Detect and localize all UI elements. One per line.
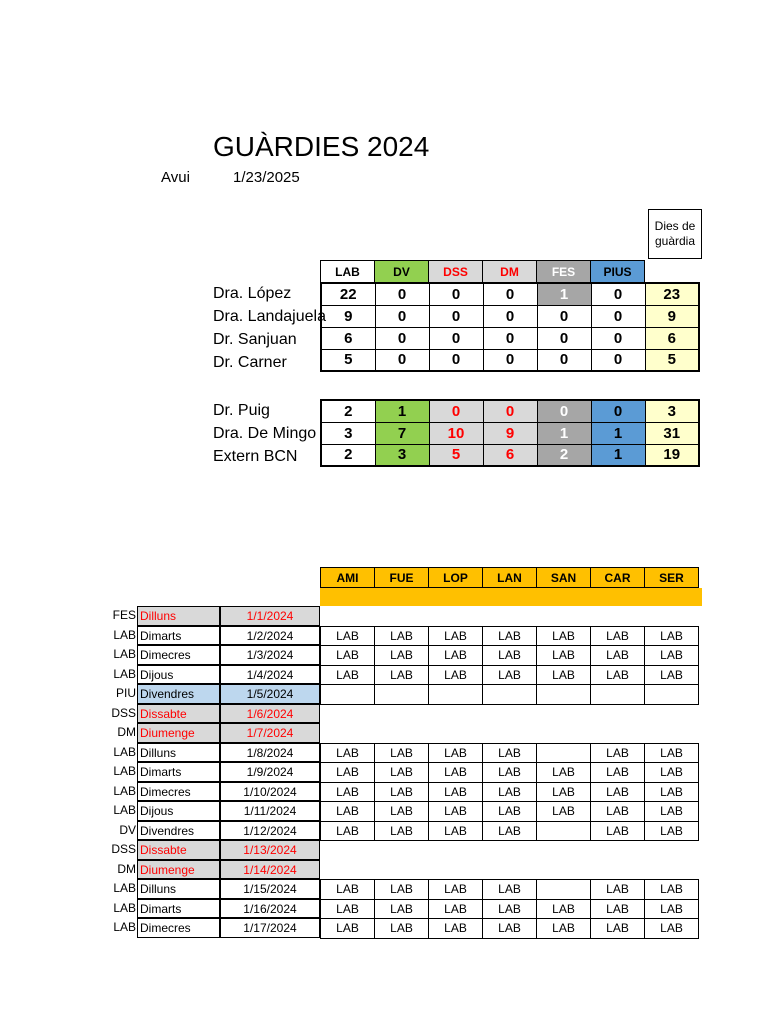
- day-name[interactable]: Dilluns: [137, 743, 220, 763]
- day-code: LAB: [113, 764, 136, 778]
- day-date[interactable]: 1/7/2024: [220, 723, 320, 743]
- schedule-cell[interactable]: LAB: [375, 763, 429, 783]
- summary-table-group2: [320, 399, 700, 467]
- summary-cell[interactable]: 0: [375, 283, 429, 305]
- schedule-cell[interactable]: LAB: [645, 919, 699, 939]
- schedule-cell[interactable]: LAB: [375, 646, 429, 666]
- schedule-cells: [320, 684, 699, 705]
- schedule-cell[interactable]: LAB: [321, 626, 375, 646]
- schedule-cell[interactable]: LAB: [537, 665, 591, 685]
- doctor-name: Dra. De Mingo: [213, 425, 317, 442]
- summary-cell[interactable]: 1: [537, 283, 591, 305]
- schedule-cell[interactable]: LAB: [375, 821, 429, 841]
- summary-cell[interactable]: 7: [375, 422, 429, 444]
- day-date[interactable]: 1/4/2024: [220, 665, 320, 685]
- day-name[interactable]: Dimarts: [137, 899, 220, 919]
- schedule-cell[interactable]: LAB: [591, 782, 645, 802]
- summary-total[interactable]: 31: [645, 422, 699, 444]
- schedule-cell[interactable]: [375, 685, 429, 705]
- schedule-header-band: [320, 588, 702, 606]
- schedule-cell[interactable]: LAB: [429, 802, 483, 822]
- doctor-name: Dra. Landajuela: [213, 308, 326, 325]
- schedule-cell[interactable]: [483, 685, 537, 705]
- summary-cell[interactable]: 2: [321, 444, 375, 466]
- summary-cell[interactable]: 0: [483, 400, 537, 422]
- day-code: DSS: [111, 842, 136, 856]
- day-name[interactable]: Dilluns: [137, 606, 220, 626]
- schedule-cells: [320, 918, 699, 939]
- today-label: Avui: [161, 169, 190, 186]
- day-name[interactable]: Dimecres: [137, 782, 220, 802]
- schedule-cell[interactable]: LAB: [483, 646, 537, 666]
- schedule-cell[interactable]: LAB: [375, 782, 429, 802]
- day-date[interactable]: 1/13/2024: [220, 840, 320, 860]
- schedule-cell[interactable]: LAB: [429, 880, 483, 900]
- summary-cell[interactable]: 0: [537, 305, 591, 327]
- summary-cell[interactable]: 3: [375, 444, 429, 466]
- doctor-name: Extern BCN: [213, 448, 298, 465]
- schedule-cell[interactable]: [537, 685, 591, 705]
- doctor-name: Dra. López: [213, 285, 292, 302]
- schedule-cell[interactable]: LAB: [645, 880, 699, 900]
- doctor-name: Dr. Puig: [213, 402, 270, 419]
- summary-col-header[interactable]: DV: [375, 261, 429, 283]
- summary-cell[interactable]: 5: [429, 444, 483, 466]
- day-date[interactable]: 1/16/2024: [220, 899, 320, 919]
- day-date[interactable]: 1/6/2024: [220, 704, 320, 724]
- day-code: DV: [119, 822, 136, 837]
- schedule-cell[interactable]: LAB: [645, 743, 699, 763]
- day-name[interactable]: Dilluns: [137, 879, 220, 899]
- schedule-cell[interactable]: [537, 880, 591, 900]
- summary-cell[interactable]: 0: [591, 327, 645, 349]
- schedule-cell[interactable]: LAB: [483, 919, 537, 939]
- summary-cell[interactable]: 0: [483, 327, 537, 349]
- schedule-row: [0, 743, 768, 763]
- day-name[interactable]: Diumenge: [137, 860, 220, 880]
- schedule-row: [0, 684, 768, 704]
- day-name[interactable]: Dijous: [137, 801, 220, 821]
- schedule-cell[interactable]: LAB: [591, 899, 645, 919]
- summary-cell[interactable]: 1: [591, 444, 645, 466]
- summary-col-header[interactable]: DSS: [429, 261, 483, 283]
- schedule-cell[interactable]: LAB: [591, 763, 645, 783]
- total-days-label: Dies de guàrdia: [654, 219, 696, 248]
- summary-cell[interactable]: 22: [321, 283, 375, 305]
- group1-names: [213, 282, 326, 374]
- schedule-cell[interactable]: LAB: [537, 782, 591, 802]
- schedule-cell[interactable]: LAB: [483, 802, 537, 822]
- schedule-cell[interactable]: LAB: [537, 899, 591, 919]
- schedule-cell[interactable]: LAB: [429, 782, 483, 802]
- day-date[interactable]: 1/2/2024: [220, 626, 320, 646]
- day-code: LAB: [113, 666, 136, 681]
- schedule-cell[interactable]: LAB: [321, 821, 375, 841]
- schedule-cell[interactable]: LAB: [591, 626, 645, 646]
- schedule-cell[interactable]: LAB: [375, 665, 429, 685]
- summary-cell[interactable]: 9: [321, 305, 375, 327]
- summary-cell[interactable]: 1: [537, 422, 591, 444]
- schedule-cell[interactable]: LAB: [375, 626, 429, 646]
- day-code: FES: [112, 608, 136, 622]
- schedule-row: [0, 899, 768, 919]
- summary-cell[interactable]: 0: [483, 283, 537, 305]
- day-name[interactable]: Dimecres: [137, 645, 220, 665]
- schedule-cell[interactable]: LAB: [429, 919, 483, 939]
- schedule-cell[interactable]: LAB: [375, 802, 429, 822]
- summary-cell[interactable]: 1: [375, 400, 429, 422]
- schedule-cell[interactable]: LAB: [591, 646, 645, 666]
- day-name[interactable]: Dimarts: [137, 762, 220, 782]
- summary-cell[interactable]: 0: [429, 283, 483, 305]
- day-date[interactable]: 1/5/2024: [220, 684, 320, 704]
- day-date[interactable]: 1/17/2024: [220, 918, 320, 938]
- schedule-cell[interactable]: LAB: [645, 646, 699, 666]
- schedule-cell[interactable]: LAB: [375, 899, 429, 919]
- total-days-header[interactable]: [648, 209, 702, 259]
- schedule-col-header[interactable]: SER: [645, 568, 699, 588]
- day-name[interactable]: Dimecres: [137, 918, 220, 938]
- schedule-cell[interactable]: LAB: [429, 665, 483, 685]
- schedule-cell[interactable]: [321, 685, 375, 705]
- day-date[interactable]: 1/14/2024: [220, 860, 320, 880]
- summary-cell[interactable]: 0: [375, 327, 429, 349]
- schedule-col-header[interactable]: LAN: [483, 568, 537, 588]
- summary-cell[interactable]: 0: [375, 349, 429, 371]
- summary-col-header[interactable]: LAB: [321, 261, 375, 283]
- schedule-cell[interactable]: [537, 743, 591, 763]
- schedule-cell[interactable]: LAB: [429, 743, 483, 763]
- schedule-cell[interactable]: LAB: [537, 626, 591, 646]
- schedule-cell[interactable]: [645, 685, 699, 705]
- schedule-cell[interactable]: LAB: [591, 821, 645, 841]
- summary-cell[interactable]: 6: [321, 327, 375, 349]
- schedule-cell[interactable]: LAB: [591, 743, 645, 763]
- summary-cell[interactable]: 0: [537, 327, 591, 349]
- schedule-cell[interactable]: LAB: [321, 782, 375, 802]
- schedule-row: [0, 840, 768, 860]
- day-name[interactable]: Dimarts: [137, 626, 220, 646]
- schedule-cell[interactable]: LAB: [429, 646, 483, 666]
- summary-total[interactable]: 5: [645, 349, 699, 371]
- schedule-cell[interactable]: LAB: [591, 665, 645, 685]
- schedule-cells: [320, 665, 699, 686]
- schedule-cells: [320, 782, 699, 803]
- summary-cell[interactable]: 6: [483, 444, 537, 466]
- schedule-cell[interactable]: LAB: [321, 880, 375, 900]
- schedule-cell[interactable]: LAB: [483, 880, 537, 900]
- schedule-row: [0, 782, 768, 802]
- summary-header: [320, 260, 645, 283]
- schedule-cell[interactable]: LAB: [429, 763, 483, 783]
- day-date[interactable]: 1/1/2024: [220, 606, 320, 626]
- schedule-cell[interactable]: LAB: [483, 821, 537, 841]
- schedule-cell[interactable]: LAB: [321, 743, 375, 763]
- day-date[interactable]: 1/3/2024: [220, 645, 320, 665]
- schedule-cell[interactable]: LAB: [375, 919, 429, 939]
- day-code: DSS: [111, 705, 136, 720]
- schedule-cells: [320, 762, 699, 783]
- schedule-cell[interactable]: LAB: [483, 763, 537, 783]
- summary-cell[interactable]: 0: [537, 400, 591, 422]
- doctor-name: Dr. Carner: [213, 354, 287, 371]
- schedule-cells: [320, 899, 699, 920]
- schedule-cell[interactable]: LAB: [645, 782, 699, 802]
- schedule-row: [0, 606, 768, 626]
- schedule-cell[interactable]: LAB: [537, 802, 591, 822]
- schedule-cells: [320, 743, 699, 764]
- summary-cell[interactable]: 0: [483, 349, 537, 371]
- schedule-cell[interactable]: LAB: [321, 802, 375, 822]
- schedule-cells: [320, 626, 699, 647]
- summary-total[interactable]: 3: [645, 400, 699, 422]
- summary-cell[interactable]: 0: [591, 305, 645, 327]
- schedule-row: [0, 704, 768, 724]
- summary-cell[interactable]: 0: [591, 349, 645, 371]
- schedule-cell[interactable]: LAB: [321, 665, 375, 685]
- summary-cell[interactable]: 9: [483, 422, 537, 444]
- day-code: LAB: [113, 627, 136, 642]
- summary-cell[interactable]: 3: [321, 422, 375, 444]
- day-name[interactable]: Dissabte: [137, 704, 220, 724]
- schedule-row: [0, 821, 768, 841]
- summary-col-header[interactable]: DM: [483, 261, 537, 283]
- page-title: GUÀRDIES 2024: [213, 131, 430, 162]
- day-code: LAB: [113, 920, 136, 934]
- schedule-col-header[interactable]: CAR: [591, 568, 645, 588]
- summary-cell[interactable]: 0: [429, 349, 483, 371]
- summary-cell[interactable]: 0: [483, 305, 537, 327]
- day-code: DM: [117, 861, 136, 876]
- schedule-cell[interactable]: LAB: [483, 626, 537, 646]
- schedule-cell[interactable]: LAB: [483, 665, 537, 685]
- schedule-row: [0, 723, 768, 743]
- summary-cell[interactable]: 2: [537, 444, 591, 466]
- day-name[interactable]: Divendres: [137, 821, 220, 841]
- schedule-cell[interactable]: LAB: [645, 665, 699, 685]
- schedule-cell[interactable]: [429, 685, 483, 705]
- day-date[interactable]: 1/8/2024: [220, 743, 320, 763]
- schedule-cell[interactable]: LAB: [375, 880, 429, 900]
- schedule-cell[interactable]: LAB: [321, 646, 375, 666]
- schedule-cells: [320, 645, 699, 666]
- schedule-cell[interactable]: LAB: [645, 763, 699, 783]
- summary-total[interactable]: 23: [645, 283, 699, 305]
- schedule-header: [320, 567, 699, 588]
- schedule-cell[interactable]: LAB: [537, 646, 591, 666]
- group2-names: [213, 399, 316, 468]
- day-code: LAB: [113, 783, 136, 798]
- day-name[interactable]: Divendres: [137, 684, 220, 704]
- schedule-cell[interactable]: LAB: [321, 763, 375, 783]
- summary-cell[interactable]: 5: [321, 349, 375, 371]
- summary-cell[interactable]: 0: [591, 400, 645, 422]
- summary-cell[interactable]: 0: [429, 400, 483, 422]
- summary-cell[interactable]: 0: [537, 349, 591, 371]
- schedule-col-header[interactable]: SAN: [537, 568, 591, 588]
- schedule-cell[interactable]: LAB: [645, 821, 699, 841]
- summary-col-header[interactable]: FES: [537, 261, 591, 283]
- day-date[interactable]: 1/11/2024: [220, 801, 320, 821]
- schedule-cell[interactable]: [537, 821, 591, 841]
- schedule-cell[interactable]: LAB: [591, 802, 645, 822]
- schedule-cell[interactable]: LAB: [591, 919, 645, 939]
- schedule-cell[interactable]: LAB: [483, 899, 537, 919]
- summary-col-header[interactable]: PIUS: [591, 261, 645, 283]
- summary-cell[interactable]: 0: [591, 283, 645, 305]
- schedule-cell[interactable]: [591, 685, 645, 705]
- today-date: 1/23/2025: [233, 169, 300, 186]
- schedule-row: [0, 918, 768, 938]
- day-code: LAB: [113, 647, 136, 661]
- summary-cell[interactable]: 0: [375, 305, 429, 327]
- schedule-cell[interactable]: LAB: [375, 743, 429, 763]
- day-date[interactable]: 1/9/2024: [220, 762, 320, 782]
- summary-cell[interactable]: 2: [321, 400, 375, 422]
- summary-total[interactable]: 9: [645, 305, 699, 327]
- schedule-cell[interactable]: LAB: [321, 899, 375, 919]
- day-code: LAB: [113, 803, 136, 817]
- day-name[interactable]: Dissabte: [137, 840, 220, 860]
- schedule-cells: [320, 879, 699, 900]
- day-date[interactable]: 1/10/2024: [220, 782, 320, 802]
- schedule-col-header[interactable]: FUE: [375, 568, 429, 588]
- doctor-name: Dr. Sanjuan: [213, 331, 297, 348]
- summary-table-group1: [320, 282, 700, 372]
- summary-cell[interactable]: 0: [429, 305, 483, 327]
- summary-total[interactable]: 6: [645, 327, 699, 349]
- schedule-cell[interactable]: LAB: [429, 821, 483, 841]
- schedule-row: [0, 762, 768, 782]
- schedule-col-header[interactable]: AMI: [321, 568, 375, 588]
- schedule-cell[interactable]: LAB: [645, 626, 699, 646]
- schedule-row: [0, 860, 768, 880]
- summary-cell[interactable]: 0: [429, 327, 483, 349]
- day-date[interactable]: 1/15/2024: [220, 879, 320, 899]
- schedule-cell[interactable]: LAB: [537, 919, 591, 939]
- schedule-row: [0, 645, 768, 665]
- summary-total[interactable]: 19: [645, 444, 699, 466]
- schedule-cell[interactable]: LAB: [483, 743, 537, 763]
- day-code: PIU: [115, 686, 136, 700]
- schedule-row: [0, 801, 768, 821]
- schedule-cell[interactable]: LAB: [645, 802, 699, 822]
- schedule-col-header[interactable]: LOP: [429, 568, 483, 588]
- schedule-cell[interactable]: LAB: [429, 626, 483, 646]
- schedule-row: [0, 879, 768, 899]
- day-name[interactable]: Diumenge: [137, 723, 220, 743]
- day-code: LAB: [113, 881, 136, 895]
- schedule-cell[interactable]: LAB: [321, 919, 375, 939]
- schedule-cell[interactable]: LAB: [429, 899, 483, 919]
- day-name[interactable]: Dijous: [137, 665, 220, 685]
- summary-cell[interactable]: 1: [591, 422, 645, 444]
- schedule-cell[interactable]: LAB: [483, 782, 537, 802]
- schedule-row: [0, 665, 768, 685]
- summary-cell[interactable]: 10: [429, 422, 483, 444]
- schedule-cells: [320, 821, 699, 842]
- day-code: LAB: [113, 900, 136, 915]
- schedule-cell[interactable]: LAB: [537, 763, 591, 783]
- schedule-cells: [320, 801, 699, 822]
- day-code: DM: [117, 725, 136, 739]
- day-date[interactable]: 1/12/2024: [220, 821, 320, 841]
- day-code: LAB: [113, 744, 136, 759]
- schedule-cell[interactable]: LAB: [645, 899, 699, 919]
- schedule-cell[interactable]: LAB: [591, 880, 645, 900]
- schedule-row: [0, 626, 768, 646]
